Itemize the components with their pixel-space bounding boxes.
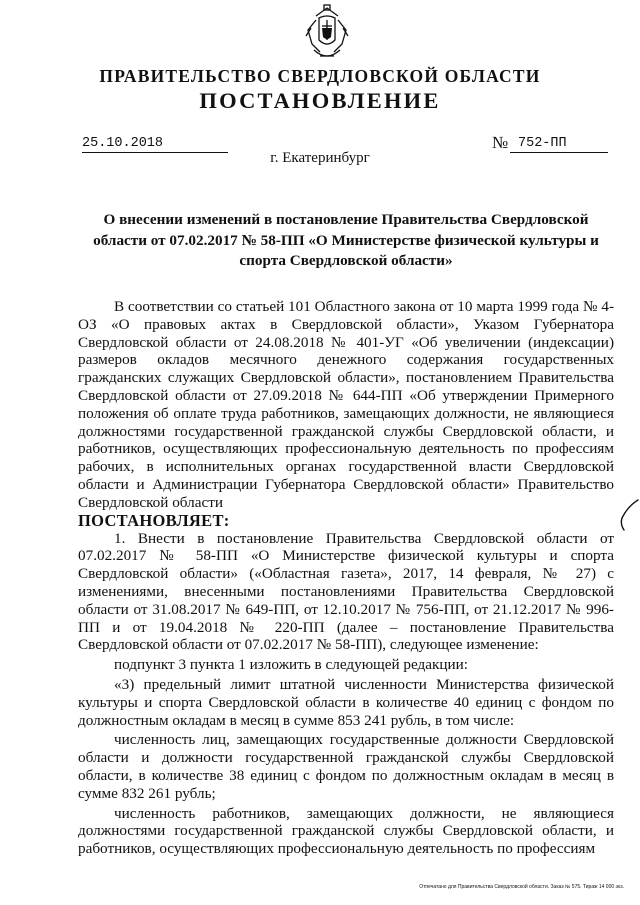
body-paragraph-2: подпункт 3 пункта 1 изложить в следующей редакции: bbox=[114, 656, 468, 674]
document-date: 25.10.2018 bbox=[82, 136, 164, 151]
document-type: ПОСТАНОВЛЕНИЕ bbox=[199, 88, 441, 113]
number-label: № bbox=[492, 133, 509, 152]
body-paragraph-1: 1. Внести в постановление Правительства Свердловской области от 07.02.2017 № 58-ПП «О Министерстве физической культуры и спорта Свердловской области» («Областная газета», 2017, 14 февраля, № 27) с изменениями, внесенными постановлениями Правительства Свердловской области от 31.08.2017 № 649-ПП, от 12.10.2017 № 756-ПП, от 21.12.2017 № 996-ПП и от 19.04.2018 № 220-ПП (далее – постановление Правительства Свердловской области от 07.02.2017 № 58-ПП), следующее изменение: bbox=[78, 529, 614, 654]
preamble-paragraph: В соответствии со статьей 101 Областного закона от 10 марта 1999 года № 4-ОЗ «О правовых актах в Свердловской области», Указом Губернатора Свердловской области от 24.08.2018 № 401-УГ «Об увеличении (индексации) размеров окладов месячного денежного содержания государственных гражданских служащих Свердловской области», постановлением Правительства Свердловской области от 27.09.2018 № 644-ПП «Об утверждении Примерного положения об оплате труда работников, замещающих должности, не являющиеся должностями государственной гражданской службы Свердловской области, и работников, осуществляющих профессиональную деятельность по профессиям рабочих, в исполнительных органах государственной власти Свердловской области и Администрации Губернатора Свердловской области» Правительство Свердловской области bbox=[78, 298, 614, 511]
document-title: О внесении изменений в постановление Правительства Свердловской области от 07.02.2017 № 58-ПП «О Министерстве физической культуры и спорта Свердловской области» bbox=[93, 211, 599, 269]
organization-name: ПРАВИТЕЛЬСТВО СВЕРДЛОВСКОЙ ОБЛАСТИ bbox=[99, 66, 541, 86]
body-paragraph-5: численность работников, замещающих должности, не являющиеся должностями государственной гражданской службы Свердловской области, и работников, осуществляющих профессиональную деятельность по профессиям bbox=[78, 804, 614, 858]
body-paragraph-4: численность лиц, замещающих государственные должности Свердловской области и должности государственной гражданской службы Свердловской области, в количестве 38 единиц с фондом по должностным окладам в месяц в сумме 832 261 рубль; bbox=[78, 731, 614, 802]
document-body bbox=[78, 298, 614, 858]
body-paragraph-3: «3) предельный лимит штатной численности Министерства физической культуры и спорта Свердловской области в количестве 40 единиц с фондом по должностным окладам в месяц в сумме 853 241 рубль, в том числе: bbox=[78, 675, 614, 729]
city-name: г. Екатеринбург bbox=[270, 150, 370, 166]
coat-of-arms-emblem bbox=[302, 4, 352, 64]
handwritten-mark bbox=[618, 498, 640, 532]
print-note: Отпечатано для Правительства Свердловской области. Заказ № 575. Тираж 14 000 экз. bbox=[419, 884, 624, 890]
document-number: 752-ПП bbox=[518, 136, 567, 151]
resolves-heading: ПОСТАНОВЛЯЕТ: bbox=[78, 510, 230, 530]
